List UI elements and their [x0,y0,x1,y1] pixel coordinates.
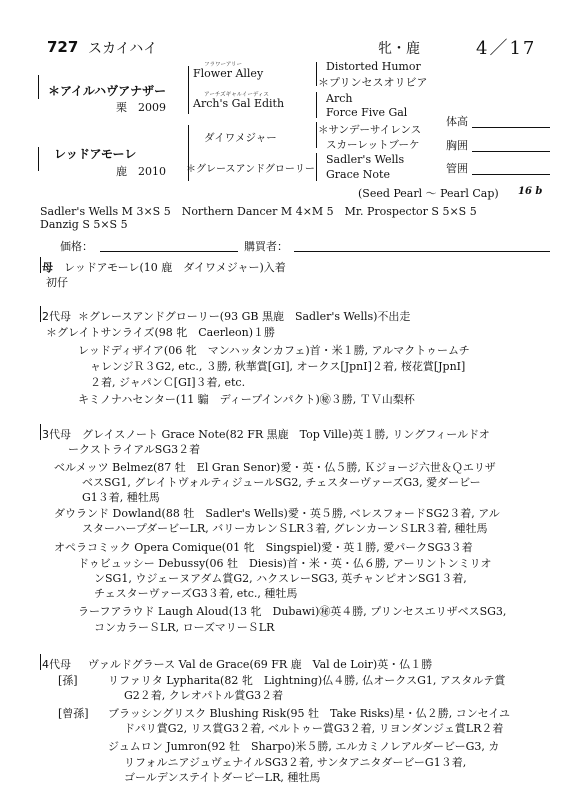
gen2-line-4: キミノナハセンター(11 騸 ディープインパクト)㊙３勝, ＴＶ山梨杯 [78,393,415,406]
buyer-label: 購買者： [244,240,288,253]
cannon-label: 管囲 [446,162,468,175]
family-number: 16 b [518,186,543,197]
gen3-line-0: グレイスノート Grace Note(82 FR 黒鹿 Top Ville)英１勝, リングフィールドオ [82,428,490,441]
lot-number: 727 [47,38,79,56]
dam-dam: ＊グレースアンドグローリー [186,164,315,175]
horse-name: スカイハイ [88,41,158,57]
gen3-line-8: ドゥビュッシー Debussy(06 牡 Diesis)首・米・英・仏６勝, アーリントンミリオ [78,557,492,570]
gen3-line-1: ークストライアルSG3２着 [68,443,201,456]
gen2-header: ＊グレースアンドグローリー(93 GB 黒鹿 Sadler's Wells)不出走 [78,310,411,323]
gen3-line-12: コンカラーＳLR, ローズマリーＳLR [94,621,275,634]
price-label: 価格： [60,240,93,253]
sire-sire-dam: ＊プリンセスオリビア [318,76,428,89]
gen2-line-0: ＊グレイトサンライズ(98 牝 Caerleon)１勝 [46,326,276,339]
gen4-line-0: ヴァルドグラース Val de Grace(69 FR 鹿 Val de Loir)英・仏１勝 [88,658,433,671]
dam-record: レッドアモーレ(10 鹿 ダイワメジャー)入着 [64,261,286,274]
dam-name: レッドアモーレ [54,147,137,161]
grandchild-label: [孫] [58,674,78,687]
sire-dam-sire: Arch [326,92,353,105]
dam-sire-sire: ＊サンデーサイレンス [318,124,422,136]
dam-section-label: 母 [42,261,53,274]
gen3-line-5: ダウランド Dowland(88 牡 Sadler's Wells)愛・英５勝, ベレスフォードSG2３着, アル [54,507,500,520]
gen3-line-2: ベルメッツ Belmez(87 牡 El Gran Senor)愛・英・仏５勝, Ｋジョージ六世＆Ｑエリザ [54,461,496,474]
gen2-label: 2代母 [42,310,71,323]
dam-dam-dam: Grace Note [326,168,390,181]
sire-sire: Flower Alley [193,67,264,80]
height-label: 体高 [446,115,468,128]
foaling-date: 4／17 [476,38,537,59]
gen4-line-7: ジュムロン Jumron(92 牡 Sharpo)米５勝, エルカミノレアルダービーG3, カ [108,740,500,753]
sire-name: ＊アイルハヴアナザー [48,84,167,98]
sire-sire-ruby: フラワーアリー [204,62,243,68]
inbreeding-line-1: Sadler's Wells M 3×S 5 Northern Dancer M 4×M 5 Mr. Prospector S 5×S 5 [40,205,477,218]
gen3-line-10: チェスターヴァーズG3３着, etc., 種牡馬 [94,587,298,600]
gen4-line-5: ブラッシングリスク Blushing Risk(95 牡 Take Risks)星・仏２勝, コンセイユ [108,707,510,720]
gen3-line-3: ベスSG1, グレイトヴォルティジュールSG2, チェスターヴァーズG3, 愛ダービー [82,476,481,489]
sire-sire-sire: Distorted Humor [326,60,421,73]
gen4-line-2: リファリタ Lypharita(82 牝 Lightning)仏４勝, 仏オークスG1, アスタルテ賞 [108,674,506,687]
gen4-line-3: G2２着, クレオパトル賞G3２着 [124,689,284,702]
chest-label: 胸囲 [446,139,468,152]
great-grandchild-label: [曾孫] [58,707,89,720]
inbreeding-line-2: Danzig S 5×S 5 [40,218,128,231]
dam-dam-sire: Sadler's Wells [326,153,405,166]
gen2-line-3: ２着, ジャパンＣ[GⅠ]３着, etc. [90,376,246,389]
gen3-label: 3代母 [42,428,71,441]
sire-dam-ruby: アーチズギャルイーディス [204,92,269,98]
gen4-label: 4代母 [42,658,71,671]
sire-dam-dam: Force Five Gal [326,106,408,119]
gen4-line-9: ゴールデンステイトダービーLR, 種牡馬 [124,771,321,784]
gen3-line-11: ラーフアラウド Laugh Aloud(13 牝 Dubawi)㊙英４勝, プリンセスエリザベスSG3, [78,605,507,618]
dam-sire-dam: スカーレットブーケ [326,139,420,151]
gen4-line-6: ドパリ賞G2, リス賞G3２着, ベルトゥー賞G3２着, リヨンダンジェ賞LR２着 [124,722,504,735]
dam-foals: 初仔 [46,276,68,289]
gen4-line-8: リフォルニアジュヴェナイルSG3２着, サンタアニタダービーG1３着, [124,756,467,769]
gen3-line-9: ンSG1, ウジェーヌアダム賞G2, ハクスレーSG3, 英チャンピオンSG1３着, [94,572,467,585]
gen3-line-4: G1３着, 種牡馬 [82,491,160,504]
gen2-line-2: ャレンジＲ３G2, etc., ３勝, 秋華賞[GⅠ], オークス[JpnⅠ]２着, 桜花賞[JpnⅠ] [90,360,466,373]
sire-dam: Arch's Gal Edith [193,97,285,110]
family-line: (Seed Pearl ～ Pearl Cap) [358,187,499,200]
gen3-line-6: スターハープダービーLR, バリーカレンＳLR３着, グレンカーンＳLR３着, 種牡馬 [82,522,488,535]
gen2-line-1: レッドディザイア(06 牝 マンハッタンカフェ)首・米１勝, アルマクトゥームチ [78,344,470,357]
gen3-line-7: オペラコミック Opera Comique(01 牝 Singspiel)愛・英１勝, 愛パークSG3３着 [54,541,473,554]
sire-info: 栗 2009 [116,101,166,114]
dam-sire: ダイワメジャー [204,132,277,144]
sex-color: 牝・鹿 [378,41,420,57]
dam-info: 鹿 2010 [116,165,166,178]
